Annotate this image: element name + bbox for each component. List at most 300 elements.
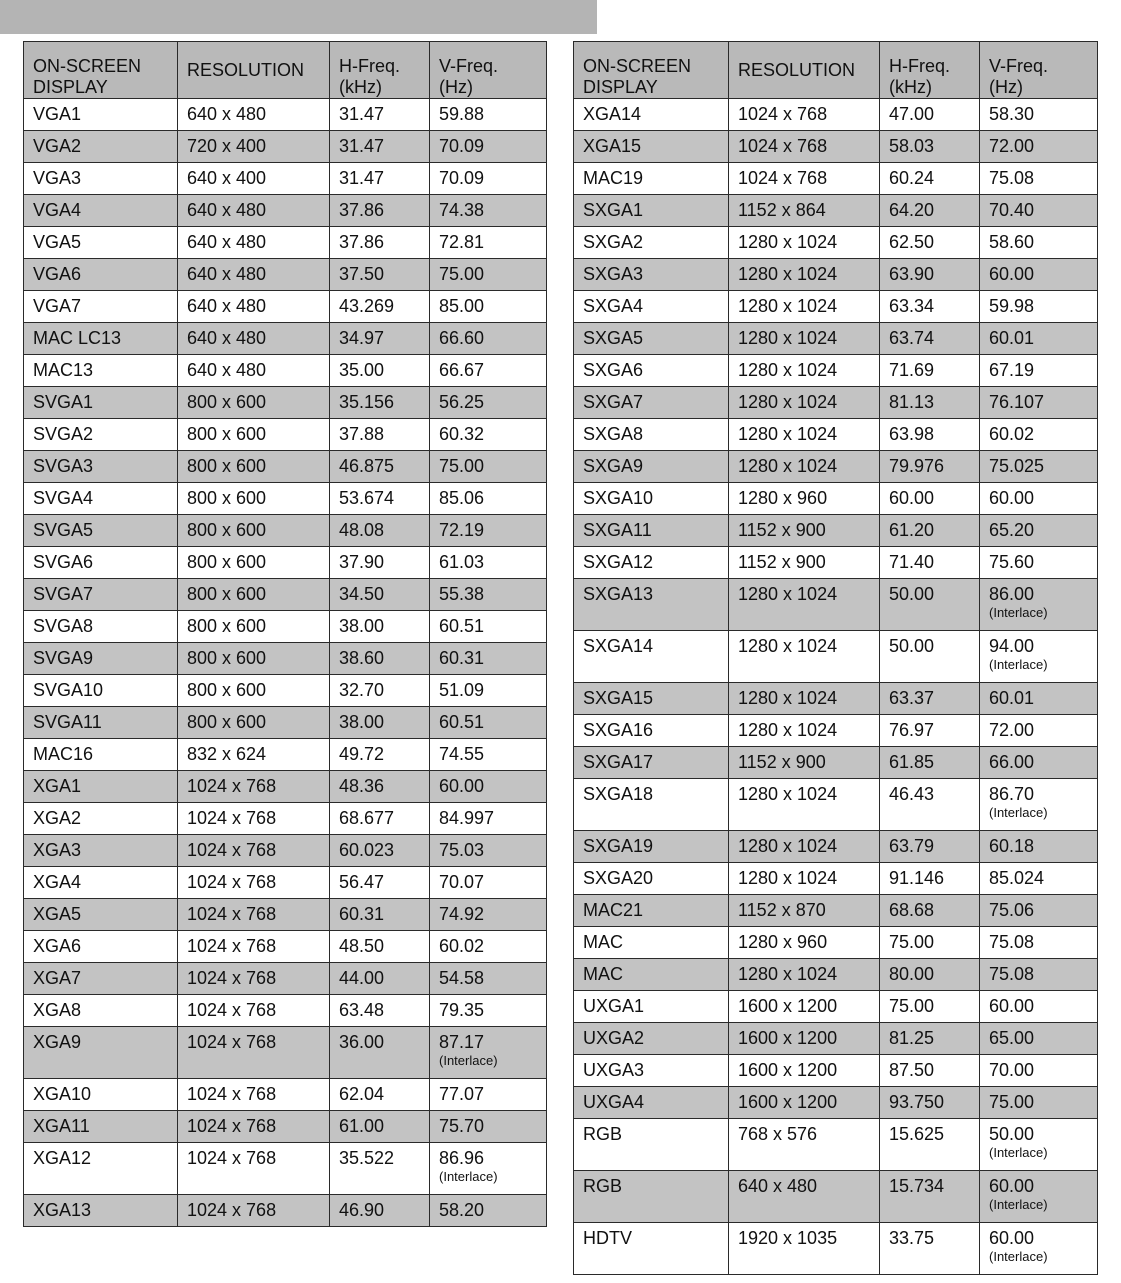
resolution-cell: 800 x 600 [178, 515, 330, 547]
h-freq-cell: 61.00 [330, 1111, 430, 1143]
display-cell: VGA3 [24, 163, 178, 195]
h-freq-cell: 64.20 [880, 195, 980, 227]
table-row [574, 715, 1098, 747]
table-row [24, 995, 547, 1027]
table-row [24, 355, 547, 387]
table-row [24, 1143, 547, 1195]
resolution-cell: 1152 x 870 [729, 895, 880, 927]
display-cell: XGA10 [24, 1079, 178, 1111]
resolution-cell: 640 x 400 [178, 163, 330, 195]
table-row [574, 683, 1098, 715]
table-body-right [574, 99, 1098, 1275]
interlace-note: (Interlace) [439, 1053, 498, 1068]
resolution-cell: 1280 x 1024 [729, 631, 880, 683]
h-freq-cell: 35.00 [330, 355, 430, 387]
table-row [574, 991, 1098, 1023]
table-row [574, 291, 1098, 323]
v-freq-cell: 72.00 [980, 131, 1098, 163]
table-row [24, 739, 547, 771]
table-row [24, 899, 547, 931]
table-row [574, 515, 1098, 547]
h-freq-cell: 71.40 [880, 547, 980, 579]
resolution-cell: 720 x 400 [178, 131, 330, 163]
display-cell: MAC19 [574, 163, 729, 195]
h-freq-cell: 15.734 [880, 1171, 980, 1223]
resolution-cell: 1280 x 1024 [729, 355, 880, 387]
table-row [24, 483, 547, 515]
display-cell: SXGA4 [574, 291, 729, 323]
display-cell: SXGA10 [574, 483, 729, 515]
h-freq-cell: 36.00 [330, 1027, 430, 1079]
header-resolution: RESOLUTION [178, 42, 330, 99]
table-row [574, 779, 1098, 831]
display-cell: MAC21 [574, 895, 729, 927]
table-row [24, 803, 547, 835]
h-freq-cell: 46.875 [330, 451, 430, 483]
table-row [24, 99, 547, 131]
display-cell: XGA15 [574, 131, 729, 163]
v-freq-cell: 70.00 [980, 1055, 1098, 1087]
h-freq-cell: 60.24 [880, 163, 980, 195]
header-h-freq: H-Freq. (kHz) [330, 42, 430, 99]
display-cell: UXGA2 [574, 1023, 729, 1055]
table-row [574, 355, 1098, 387]
table-row [574, 483, 1098, 515]
display-cell: MAC16 [24, 739, 178, 771]
resolution-cell: 768 x 576 [729, 1119, 880, 1171]
resolution-cell: 800 x 600 [178, 451, 330, 483]
v-freq-cell: 86.70 (Interlace) [980, 779, 1098, 831]
h-freq-cell: 50.00 [880, 579, 980, 631]
h-freq-cell: 60.00 [880, 483, 980, 515]
h-freq-cell: 38.00 [330, 611, 430, 643]
resolution-cell: 1024 x 768 [178, 1195, 330, 1227]
table-row [574, 1171, 1098, 1223]
v-freq-cell: 75.03 [430, 835, 547, 867]
table-row [24, 963, 547, 995]
v-freq-cell: 75.08 [980, 163, 1098, 195]
h-freq-cell: 31.47 [330, 131, 430, 163]
v-freq-cell: 74.55 [430, 739, 547, 771]
display-cell: SXGA8 [574, 419, 729, 451]
table-row [24, 1027, 547, 1079]
display-cell: XGA6 [24, 931, 178, 963]
h-freq-cell: 58.03 [880, 131, 980, 163]
display-cell: SVGA10 [24, 675, 178, 707]
table-row [24, 707, 547, 739]
v-freq-cell: 87.17 (Interlace) [430, 1027, 547, 1079]
table-row [574, 259, 1098, 291]
resolution-cell: 1280 x 1024 [729, 291, 880, 323]
resolution-cell: 832 x 624 [178, 739, 330, 771]
table-row [574, 831, 1098, 863]
resolution-cell: 1024 x 768 [729, 131, 880, 163]
table-row [24, 835, 547, 867]
display-cell: SXGA6 [574, 355, 729, 387]
resolution-cell: 800 x 600 [178, 419, 330, 451]
v-freq-cell: 51.09 [430, 675, 547, 707]
h-freq-cell: 49.72 [330, 739, 430, 771]
display-cell: SXGA13 [574, 579, 729, 631]
resolution-cell: 1280 x 1024 [729, 387, 880, 419]
v-freq-cell: 72.19 [430, 515, 547, 547]
interlace-note: (Interlace) [439, 1169, 498, 1184]
display-cell: SVGA5 [24, 515, 178, 547]
resolution-cell: 1024 x 768 [729, 99, 880, 131]
display-cell: VGA5 [24, 227, 178, 259]
display-cell: VGA7 [24, 291, 178, 323]
table-row [574, 863, 1098, 895]
v-freq-cell: 60.51 [430, 707, 547, 739]
v-freq-cell: 50.00 (Interlace) [980, 1119, 1098, 1171]
resolution-cell: 1280 x 1024 [729, 863, 880, 895]
table-row [24, 259, 547, 291]
h-freq-cell: 60.31 [330, 899, 430, 931]
resolution-cell: 1024 x 768 [178, 1143, 330, 1195]
header-h-freq: H-Freq. (kHz) [880, 42, 980, 99]
display-cell: SXGA16 [574, 715, 729, 747]
v-freq-cell: 75.00 [430, 259, 547, 291]
v-freq-cell: 60.02 [980, 419, 1098, 451]
h-freq-cell: 81.25 [880, 1023, 980, 1055]
table-header-row [24, 42, 547, 99]
display-cell: SXGA9 [574, 451, 729, 483]
v-freq-cell: 60.00 (Interlace) [980, 1171, 1098, 1223]
display-cell: SXGA15 [574, 683, 729, 715]
resolution-cell: 1024 x 768 [178, 867, 330, 899]
h-freq-cell: 31.47 [330, 163, 430, 195]
table-row [24, 1079, 547, 1111]
v-freq-cell: 60.32 [430, 419, 547, 451]
table-row [574, 1087, 1098, 1119]
resolution-cell: 1280 x 1024 [729, 959, 880, 991]
table-row [574, 163, 1098, 195]
header-v-freq: V-Freq. (Hz) [430, 42, 547, 99]
display-cell: MAC [574, 927, 729, 959]
display-cell: SXGA5 [574, 323, 729, 355]
v-freq-cell: 58.60 [980, 227, 1098, 259]
v-freq-cell: 59.98 [980, 291, 1098, 323]
display-cell: UXGA1 [574, 991, 729, 1023]
h-freq-cell: 48.36 [330, 771, 430, 803]
table-row [24, 419, 547, 451]
resolution-cell: 1600 x 1200 [729, 991, 880, 1023]
resolution-cell: 640 x 480 [178, 195, 330, 227]
h-freq-cell: 68.677 [330, 803, 430, 835]
display-cell: XGA8 [24, 995, 178, 1027]
table-row [24, 643, 547, 675]
v-freq-cell: 84.997 [430, 803, 547, 835]
h-freq-cell: 63.37 [880, 683, 980, 715]
v-freq-cell: 58.20 [430, 1195, 547, 1227]
display-cell: SVGA3 [24, 451, 178, 483]
v-freq-cell: 60.00 (Interlace) [980, 1223, 1098, 1275]
h-freq-cell: 44.00 [330, 963, 430, 995]
table-row [24, 771, 547, 803]
table-row [24, 611, 547, 643]
v-freq-cell: 75.06 [980, 895, 1098, 927]
v-freq-cell: 76.107 [980, 387, 1098, 419]
display-cell: SVGA8 [24, 611, 178, 643]
resolution-cell: 1024 x 768 [178, 1027, 330, 1079]
resolution-cell: 800 x 600 [178, 675, 330, 707]
h-freq-cell: 62.50 [880, 227, 980, 259]
display-cell: VGA6 [24, 259, 178, 291]
v-freq-cell: 85.06 [430, 483, 547, 515]
display-cell: RGB [574, 1119, 729, 1171]
h-freq-cell: 80.00 [880, 959, 980, 991]
resolution-cell: 1152 x 900 [729, 515, 880, 547]
resolution-cell: 1280 x 1024 [729, 683, 880, 715]
h-freq-cell: 61.85 [880, 747, 980, 779]
h-freq-cell: 63.48 [330, 995, 430, 1027]
resolution-cell: 640 x 480 [178, 227, 330, 259]
display-cell: XGA9 [24, 1027, 178, 1079]
display-cell: MAC13 [24, 355, 178, 387]
display-cell: SVGA9 [24, 643, 178, 675]
h-freq-cell: 53.674 [330, 483, 430, 515]
header-on-screen-display: ON-SCREEN DISPLAY [24, 42, 178, 99]
table-row [574, 579, 1098, 631]
table-row [574, 323, 1098, 355]
table-row [574, 747, 1098, 779]
v-freq-cell: 59.88 [430, 99, 547, 131]
table-body-left [24, 99, 547, 1227]
display-cell: SVGA7 [24, 579, 178, 611]
resolution-cell: 1024 x 768 [178, 995, 330, 1027]
v-freq-cell: 74.92 [430, 899, 547, 931]
table-row [24, 579, 547, 611]
table-row [574, 1223, 1098, 1275]
display-cell: XGA14 [574, 99, 729, 131]
h-freq-cell: 46.90 [330, 1195, 430, 1227]
display-cell: VGA4 [24, 195, 178, 227]
v-freq-cell: 70.09 [430, 131, 547, 163]
v-freq-cell: 86.00 (Interlace) [980, 579, 1098, 631]
resolution-cell: 800 x 600 [178, 579, 330, 611]
display-cell: XGA3 [24, 835, 178, 867]
h-freq-cell: 32.70 [330, 675, 430, 707]
v-freq-cell: 75.025 [980, 451, 1098, 483]
v-freq-cell: 75.00 [980, 1087, 1098, 1119]
table-row [574, 927, 1098, 959]
v-freq-cell: 75.00 [430, 451, 547, 483]
display-cell: SXGA20 [574, 863, 729, 895]
display-cell: RGB [574, 1171, 729, 1223]
display-cell: UXGA3 [574, 1055, 729, 1087]
h-freq-cell: 56.47 [330, 867, 430, 899]
v-freq-cell: 75.08 [980, 959, 1098, 991]
resolution-cell: 1280 x 1024 [729, 579, 880, 631]
v-freq-cell: 60.51 [430, 611, 547, 643]
v-freq-cell: 54.58 [430, 963, 547, 995]
table-row [574, 895, 1098, 927]
display-cell: SXGA1 [574, 195, 729, 227]
display-cell: XGA2 [24, 803, 178, 835]
resolution-cell: 1600 x 1200 [729, 1055, 880, 1087]
h-freq-cell: 75.00 [880, 927, 980, 959]
display-cell: SVGA1 [24, 387, 178, 419]
display-cell: VGA1 [24, 99, 178, 131]
v-freq-cell: 60.01 [980, 323, 1098, 355]
table-row [574, 99, 1098, 131]
table-row [24, 323, 547, 355]
v-freq-cell: 60.02 [430, 931, 547, 963]
resolution-cell: 1152 x 864 [729, 195, 880, 227]
v-freq-cell: 75.08 [980, 927, 1098, 959]
resolution-cell: 1280 x 1024 [729, 451, 880, 483]
resolution-cell: 1280 x 960 [729, 927, 880, 959]
display-cell: XGA7 [24, 963, 178, 995]
table-row [24, 291, 547, 323]
resolution-cell: 1600 x 1200 [729, 1087, 880, 1119]
display-cell: SXGA7 [574, 387, 729, 419]
table-header-row [574, 42, 1098, 99]
h-freq-cell: 34.97 [330, 323, 430, 355]
table-row [574, 631, 1098, 683]
resolution-cell: 1280 x 1024 [729, 227, 880, 259]
table-row [574, 451, 1098, 483]
resolution-cell: 800 x 600 [178, 643, 330, 675]
h-freq-cell: 71.69 [880, 355, 980, 387]
v-freq-cell: 75.70 [430, 1111, 547, 1143]
resolution-cell: 1024 x 768 [178, 963, 330, 995]
resolution-cell: 1024 x 768 [178, 899, 330, 931]
h-freq-cell: 48.50 [330, 931, 430, 963]
table-row [24, 227, 547, 259]
resolution-cell: 1024 x 768 [178, 803, 330, 835]
v-freq-cell: 75.60 [980, 547, 1098, 579]
table-row [24, 867, 547, 899]
table-row [24, 451, 547, 483]
resolution-cell: 1280 x 1024 [729, 419, 880, 451]
table-row [574, 227, 1098, 259]
resolution-cell: 1024 x 768 [178, 771, 330, 803]
table-row [24, 387, 547, 419]
display-cell: XGA12 [24, 1143, 178, 1195]
v-freq-cell: 85.024 [980, 863, 1098, 895]
h-freq-cell: 38.00 [330, 707, 430, 739]
h-freq-cell: 68.68 [880, 895, 980, 927]
table-row [574, 131, 1098, 163]
display-cell: UXGA4 [574, 1087, 729, 1119]
top-gray-bar [0, 0, 597, 34]
display-cell: HDTV [574, 1223, 729, 1275]
interlace-note: (Interlace) [989, 805, 1048, 820]
resolution-cell: 640 x 480 [178, 323, 330, 355]
interlace-note: (Interlace) [989, 657, 1048, 672]
resolution-cell: 1024 x 768 [729, 163, 880, 195]
v-freq-cell: 60.00 [980, 259, 1098, 291]
display-cell: XGA1 [24, 771, 178, 803]
h-freq-cell: 63.34 [880, 291, 980, 323]
resolution-cell: 800 x 600 [178, 547, 330, 579]
v-freq-cell: 72.00 [980, 715, 1098, 747]
resolution-cell: 640 x 480 [178, 291, 330, 323]
h-freq-cell: 63.98 [880, 419, 980, 451]
h-freq-cell: 47.00 [880, 99, 980, 131]
header-resolution: RESOLUTION [729, 42, 880, 99]
signal-table-left [23, 41, 547, 1227]
h-freq-cell: 34.50 [330, 579, 430, 611]
resolution-cell: 1920 x 1035 [729, 1223, 880, 1275]
v-freq-cell: 70.07 [430, 867, 547, 899]
header-v-freq: V-Freq. (Hz) [980, 42, 1098, 99]
v-freq-cell: 74.38 [430, 195, 547, 227]
h-freq-cell: 63.90 [880, 259, 980, 291]
v-freq-cell: 61.03 [430, 547, 547, 579]
v-freq-cell: 60.00 [980, 483, 1098, 515]
resolution-cell: 1280 x 1024 [729, 259, 880, 291]
resolution-cell: 1024 x 768 [178, 1111, 330, 1143]
h-freq-cell: 43.269 [330, 291, 430, 323]
resolution-cell: 640 x 480 [178, 99, 330, 131]
h-freq-cell: 38.60 [330, 643, 430, 675]
table-row [24, 675, 547, 707]
interlace-note: (Interlace) [989, 1145, 1048, 1160]
h-freq-cell: 46.43 [880, 779, 980, 831]
resolution-cell: 640 x 480 [178, 355, 330, 387]
resolution-cell: 1280 x 960 [729, 483, 880, 515]
display-cell: SVGA4 [24, 483, 178, 515]
table-row [574, 959, 1098, 991]
resolution-cell: 1024 x 768 [178, 931, 330, 963]
h-freq-cell: 50.00 [880, 631, 980, 683]
resolution-cell: 800 x 600 [178, 483, 330, 515]
h-freq-cell: 60.023 [330, 835, 430, 867]
display-cell: SXGA3 [574, 259, 729, 291]
table-row [574, 547, 1098, 579]
interlace-note: (Interlace) [989, 605, 1048, 620]
table-row [24, 547, 547, 579]
resolution-cell: 800 x 600 [178, 387, 330, 419]
h-freq-cell: 93.750 [880, 1087, 980, 1119]
table-row [574, 1023, 1098, 1055]
h-freq-cell: 87.50 [880, 1055, 980, 1087]
h-freq-cell: 37.90 [330, 547, 430, 579]
h-freq-cell: 76.97 [880, 715, 980, 747]
resolution-cell: 800 x 600 [178, 611, 330, 643]
v-freq-cell: 65.20 [980, 515, 1098, 547]
table-row [24, 163, 547, 195]
v-freq-cell: 66.67 [430, 355, 547, 387]
h-freq-cell: 15.625 [880, 1119, 980, 1171]
v-freq-cell: 60.01 [980, 683, 1098, 715]
v-freq-cell: 70.09 [430, 163, 547, 195]
v-freq-cell: 60.00 [430, 771, 547, 803]
display-cell: SXGA17 [574, 747, 729, 779]
display-cell: SVGA2 [24, 419, 178, 451]
v-freq-cell: 55.38 [430, 579, 547, 611]
table-row [24, 931, 547, 963]
v-freq-cell: 66.60 [430, 323, 547, 355]
h-freq-cell: 37.86 [330, 227, 430, 259]
resolution-cell: 1152 x 900 [729, 547, 880, 579]
display-cell: VGA2 [24, 131, 178, 163]
table-row [574, 1119, 1098, 1171]
h-freq-cell: 37.88 [330, 419, 430, 451]
resolution-cell: 1600 x 1200 [729, 1023, 880, 1055]
resolution-cell: 1024 x 768 [178, 835, 330, 867]
display-cell: SXGA2 [574, 227, 729, 259]
h-freq-cell: 79.976 [880, 451, 980, 483]
interlace-note: (Interlace) [989, 1249, 1048, 1264]
v-freq-cell: 66.00 [980, 747, 1098, 779]
h-freq-cell: 48.08 [330, 515, 430, 547]
h-freq-cell: 33.75 [880, 1223, 980, 1275]
resolution-cell: 800 x 600 [178, 707, 330, 739]
v-freq-cell: 67.19 [980, 355, 1098, 387]
